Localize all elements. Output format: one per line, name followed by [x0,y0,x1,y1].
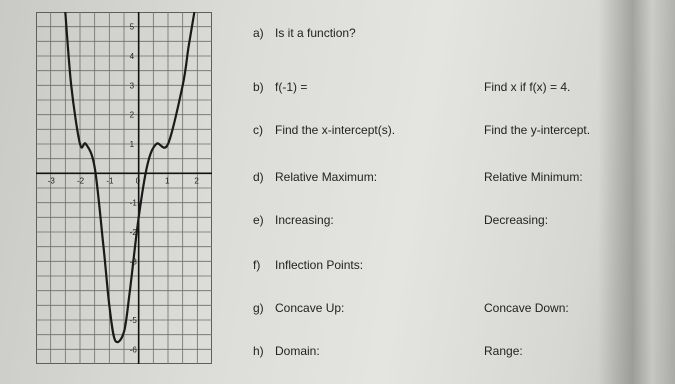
y-tick-label: 4 [129,52,135,61]
question-text: Is it a function? [275,26,356,40]
question-c-right: Find the y-intercept. [484,123,591,137]
question-a [253,26,356,40]
y-tick-label: -3 [129,257,137,267]
y-tick-label: -2 [129,228,137,237]
question-text: Concave Up: [275,301,345,315]
question-text: f(-1) = [275,80,308,94]
question-text: Domain: [275,344,320,358]
x-tick-label: 1 [165,176,170,186]
y-tick-label: 5 [129,22,135,32]
question-letter: b) [253,80,264,94]
y-tick-label: 3 [129,81,135,91]
question-letter: f) [253,258,261,272]
question-letter: a) [253,26,264,40]
question-b [253,80,307,94]
question-text: Increasing: [275,213,334,227]
question-f [253,258,363,272]
question-d-right: Relative Minimum: [484,170,583,184]
question-g [253,301,344,315]
question-c [253,123,395,137]
x-tick-label: 0 [135,176,141,186]
question-text: Inflection Points: [275,258,364,272]
x-tick-label: -3 [47,176,55,186]
y-tick-label: -6 [129,345,137,355]
question-h-right: Range: [484,344,523,358]
question-g-right: Concave Down: [484,301,569,315]
question-text: Find the x-intercept(s). [275,123,396,137]
x-tick-label: -1 [106,176,114,186]
question-b-right: Find x if f(x) = 4. [484,80,571,94]
question-letter: d) [253,170,264,184]
x-tick-label: 2 [194,176,199,186]
question-h [253,344,320,358]
function-curve [65,12,194,342]
y-tick-label: -1 [129,198,137,208]
question-letter: c) [253,123,263,137]
page-edge-shadow [598,0,675,384]
y-tick-label: 1 [129,140,135,149]
question-letter: g) [253,301,264,315]
y-tick-label: 2 [129,110,135,120]
question-letter: h) [253,344,264,358]
question-d [253,170,377,184]
question-text: Relative Maximum: [275,170,378,184]
function-graph [36,12,212,364]
question-e-right: Decreasing: [484,213,549,227]
question-letter: e) [253,213,264,227]
y-tick-label: -5 [129,316,137,325]
question-e [253,213,334,227]
x-tick-label: -2 [77,176,85,186]
